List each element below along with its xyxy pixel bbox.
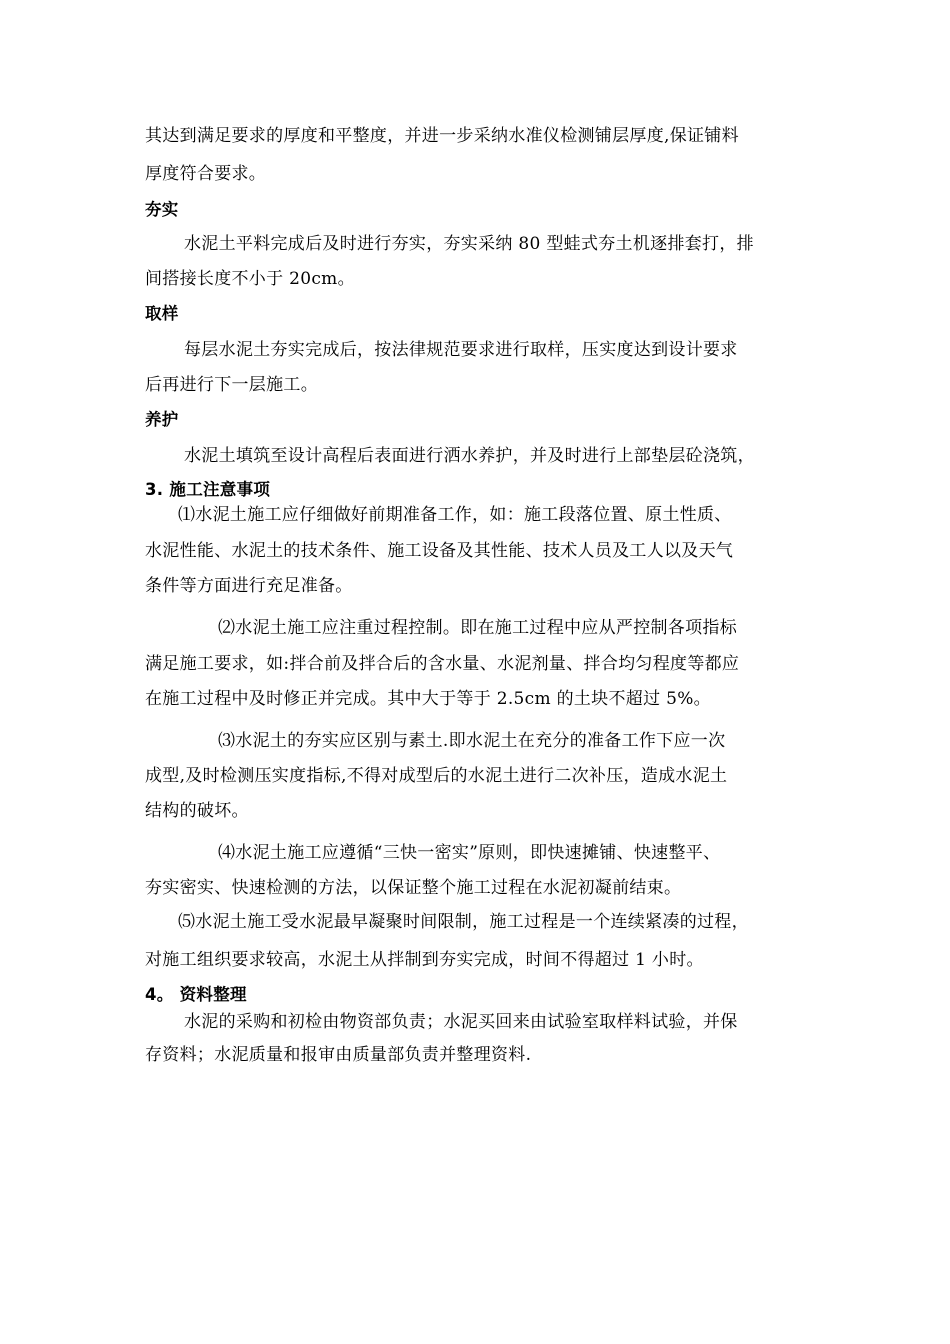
paragraph-line: 水泥的采购和初检由物资部负责；水泥买回来由试验室取样料试验，并保 bbox=[184, 1012, 738, 1032]
section-heading: 4。 资料整理 bbox=[145, 985, 247, 1004]
paragraph-line: 结构的破坏。 bbox=[145, 801, 249, 821]
paragraph-line: 满足施工要求，如:拌合前及拌合后的含水量、水泥剂量、拌合均匀程度等都应 bbox=[145, 654, 740, 674]
paragraph-line: 厚度符合要求。 bbox=[145, 164, 267, 184]
paragraph-line: ⑴水泥土施工应仔细做好前期准备工作，如：施工段落位置、原土性质、 bbox=[178, 505, 732, 525]
paragraph-line: ⑷水泥土施工应遵循“三快一密实”原则，即快速摊铺、快速整平、 bbox=[218, 843, 721, 863]
paragraph-line: 在施工过程中及时修正并完成。其中大于等于 2.5cm 的土块不超过 5%。 bbox=[145, 689, 711, 709]
paragraph-line: 其达到满足要求的厚度和平整度，并进一步采纳水准仪检测铺层厚度,保证铺料 bbox=[145, 126, 739, 146]
section-heading: 养护 bbox=[145, 410, 179, 429]
paragraph-line: ⑵水泥土施工应注重过程控制。即在施工过程中应从严控制各项指标 bbox=[218, 618, 737, 638]
paragraph-line: 对施工组织要求较高，水泥土从拌制到夯实完成，时间不得超过 1 小时。 bbox=[145, 950, 704, 970]
paragraph-line: 每层水泥土夯实完成后，按法律规范要求进行取样，压实度达到设计要求 bbox=[184, 340, 738, 360]
paragraph-line: ⑶水泥土的夯实应区别与素土.即水泥土在充分的准备工作下应一次 bbox=[218, 731, 726, 751]
paragraph-line: 水泥性能、水泥土的技术条件、施工设备及其性能、技术人员及工人以及天气 bbox=[145, 541, 734, 561]
paragraph-line: 后再进行下一层施工。 bbox=[145, 375, 318, 395]
paragraph-line: 水泥土平料完成后及时进行夯实，夯实采纳 80 型蛙式夯土机逐排套打，排 bbox=[184, 234, 754, 254]
section-heading: 夯实 bbox=[145, 200, 179, 219]
paragraph-line: 夯实密实、快速检测的方法，以保证整个施工过程在水泥初凝前结束。 bbox=[145, 878, 682, 898]
paragraph-line: ⑸水泥土施工受水泥最早凝聚时间限制，施工过程是一个连续紧凑的过程， bbox=[178, 912, 749, 932]
paragraph-line: 存资料；水泥质量和报审由质量部负责并整理资料. bbox=[145, 1045, 532, 1065]
section-heading: 3. 施工注意事项 bbox=[145, 480, 271, 499]
paragraph-line: 成型,及时检测压实度指标,不得对成型后的水泥土进行二次补压，造成水泥土 bbox=[145, 766, 728, 786]
section-heading: 取样 bbox=[145, 304, 179, 323]
paragraph-line: 条件等方面进行充足准备。 bbox=[145, 576, 353, 596]
paragraph-line: 间搭接长度不小于 20cm。 bbox=[145, 269, 355, 289]
paragraph-line: 水泥土填筑至设计高程后表面进行洒水养护，并及时进行上部垫层砼浇筑， bbox=[184, 446, 755, 466]
